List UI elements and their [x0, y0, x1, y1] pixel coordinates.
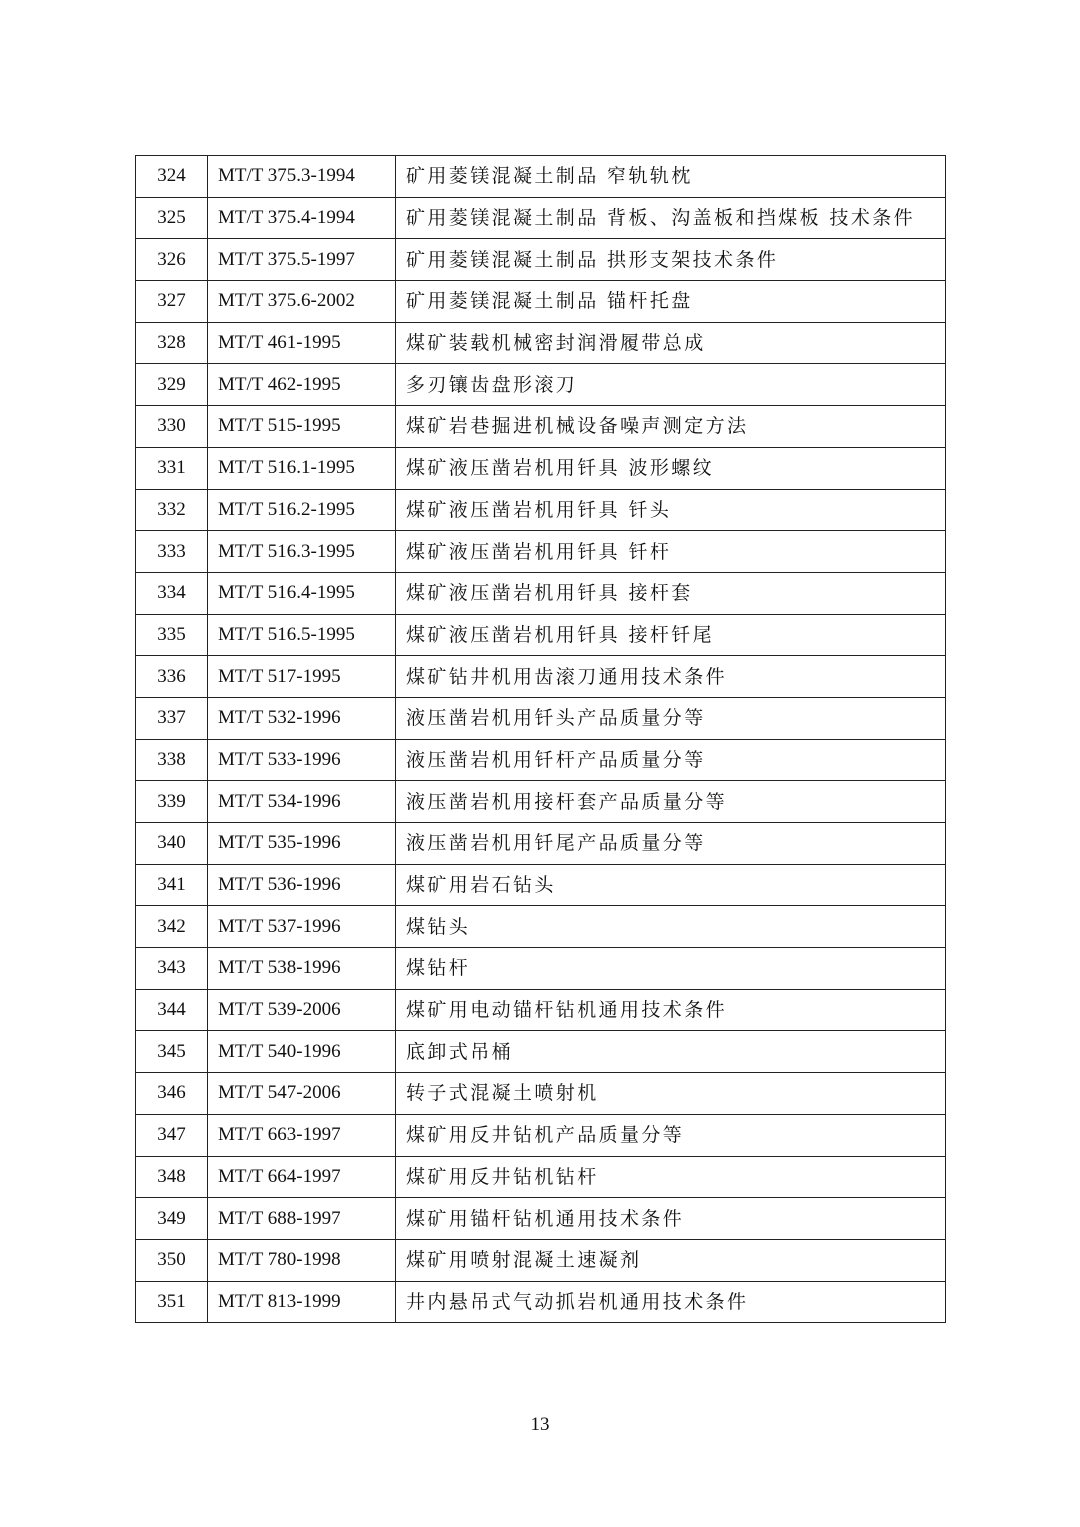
table-row — [136, 656, 946, 698]
row-number-cell: 345 — [136, 1031, 208, 1073]
row-number-cell: 347 — [136, 1114, 208, 1156]
page-number: 13 — [530, 1414, 550, 1435]
row-number-cell: 340 — [136, 823, 208, 865]
standard-name-cell: 矿用菱镁混凝土制品 拱形支架技术条件 — [396, 239, 946, 281]
standard-name-cell: 煤矿液压凿岩机用钎具 波形螺纹 — [396, 447, 946, 489]
table-row — [136, 1281, 946, 1323]
row-number-cell: 334 — [136, 572, 208, 614]
row-number-cell: 332 — [136, 489, 208, 531]
standard-code-cell: MT/T 516.2-1995 — [208, 489, 396, 531]
standard-name-cell: 液压凿岩机用接杆套产品质量分等 — [396, 781, 946, 823]
standard-code-cell: MT/T 461-1995 — [208, 322, 396, 364]
standard-code-cell: MT/T 515-1995 — [208, 406, 396, 448]
standard-code-cell: MT/T 375.3-1994 — [208, 156, 396, 198]
standards-table — [135, 155, 946, 1323]
table-row — [136, 489, 946, 531]
standard-code-cell: MT/T 536-1996 — [208, 864, 396, 906]
table-row — [136, 906, 946, 948]
table-row — [136, 864, 946, 906]
row-number-cell: 326 — [136, 239, 208, 281]
table-row — [136, 572, 946, 614]
standard-name-cell: 液压凿岩机用钎杆产品质量分等 — [396, 739, 946, 781]
table-row — [136, 1239, 946, 1281]
standard-name-cell: 煤矿液压凿岩机用钎具 接杆套 — [396, 572, 946, 614]
standard-code-cell: MT/T 539-2006 — [208, 989, 396, 1031]
standard-name-cell: 煤矿用反井钻机钻杆 — [396, 1156, 946, 1198]
standard-code-cell: MT/T 516.1-1995 — [208, 447, 396, 489]
row-number-cell: 338 — [136, 739, 208, 781]
row-number-cell: 343 — [136, 948, 208, 990]
table-row — [136, 239, 946, 281]
standard-code-cell: MT/T 375.6-2002 — [208, 281, 396, 323]
table-row — [136, 364, 946, 406]
table-row — [136, 531, 946, 573]
row-number-cell: 328 — [136, 322, 208, 364]
row-number-cell: 333 — [136, 531, 208, 573]
standard-name-cell: 底卸式吊桶 — [396, 1031, 946, 1073]
standard-code-cell: MT/T 517-1995 — [208, 656, 396, 698]
standard-name-cell: 转子式混凝土喷射机 — [396, 1073, 946, 1115]
standard-name-cell: 煤矿用锚杆钻机通用技术条件 — [396, 1198, 946, 1240]
standard-name-cell: 煤矿液压凿岩机用钎具 钎头 — [396, 489, 946, 531]
standard-name-cell: 煤矿装载机械密封润滑履带总成 — [396, 322, 946, 364]
standard-name-cell: 矿用菱镁混凝土制品 背板、沟盖板和挡煤板 技术条件 — [396, 197, 946, 239]
standard-name-cell: 液压凿岩机用钎尾产品质量分等 — [396, 823, 946, 865]
standard-name-cell: 煤钻头 — [396, 906, 946, 948]
row-number-cell: 336 — [136, 656, 208, 698]
standard-name-cell: 煤矿用岩石钻头 — [396, 864, 946, 906]
standard-name-cell: 煤矿用电动锚杆钻机通用技术条件 — [396, 989, 946, 1031]
table-row — [136, 989, 946, 1031]
table-row — [136, 1073, 946, 1115]
row-number-cell: 337 — [136, 697, 208, 739]
table-row — [136, 1156, 946, 1198]
row-number-cell: 335 — [136, 614, 208, 656]
table-row — [136, 1031, 946, 1073]
row-number-cell: 330 — [136, 406, 208, 448]
standard-name-cell: 煤矿液压凿岩机用钎具 钎杆 — [396, 531, 946, 573]
table-row — [136, 406, 946, 448]
row-number-cell: 339 — [136, 781, 208, 823]
standard-name-cell: 煤矿岩巷掘进机械设备噪声测定方法 — [396, 406, 946, 448]
table-row — [136, 1198, 946, 1240]
row-number-cell: 331 — [136, 447, 208, 489]
standard-name-cell: 矿用菱镁混凝土制品 窄轨轨枕 — [396, 156, 946, 198]
standard-code-cell: MT/T 540-1996 — [208, 1031, 396, 1073]
standard-code-cell: MT/T 516.4-1995 — [208, 572, 396, 614]
standard-code-cell: MT/T 813-1999 — [208, 1281, 396, 1323]
standard-code-cell: MT/T 462-1995 — [208, 364, 396, 406]
standard-code-cell: MT/T 532-1996 — [208, 697, 396, 739]
table-row — [136, 781, 946, 823]
row-number-cell: 350 — [136, 1239, 208, 1281]
standard-code-cell: MT/T 780-1998 — [208, 1239, 396, 1281]
table-row — [136, 281, 946, 323]
standard-code-cell: MT/T 688-1997 — [208, 1198, 396, 1240]
row-number-cell: 327 — [136, 281, 208, 323]
standard-name-cell: 煤钻杆 — [396, 948, 946, 990]
standard-name-cell: 煤矿用反井钻机产品质量分等 — [396, 1114, 946, 1156]
standard-code-cell: MT/T 538-1996 — [208, 948, 396, 990]
table-row — [136, 197, 946, 239]
row-number-cell: 346 — [136, 1073, 208, 1115]
standard-code-cell: MT/T 516.3-1995 — [208, 531, 396, 573]
standard-name-cell: 煤矿钻井机用齿滚刀通用技术条件 — [396, 656, 946, 698]
row-number-cell: 342 — [136, 906, 208, 948]
standard-name-cell: 煤矿液压凿岩机用钎具 接杆钎尾 — [396, 614, 946, 656]
standard-code-cell: MT/T 664-1997 — [208, 1156, 396, 1198]
table-row — [136, 1114, 946, 1156]
row-number-cell: 325 — [136, 197, 208, 239]
standard-name-cell: 液压凿岩机用钎头产品质量分等 — [396, 697, 946, 739]
table-row — [136, 447, 946, 489]
row-number-cell: 348 — [136, 1156, 208, 1198]
row-number-cell: 351 — [136, 1281, 208, 1323]
standard-code-cell: MT/T 516.5-1995 — [208, 614, 396, 656]
table-row — [136, 697, 946, 739]
standard-code-cell: MT/T 534-1996 — [208, 781, 396, 823]
standard-code-cell: MT/T 537-1996 — [208, 906, 396, 948]
row-number-cell: 324 — [136, 156, 208, 198]
row-number-cell: 329 — [136, 364, 208, 406]
table-row — [136, 614, 946, 656]
table-row — [136, 322, 946, 364]
row-number-cell: 349 — [136, 1198, 208, 1240]
standard-name-cell: 煤矿用喷射混凝土速凝剂 — [396, 1239, 946, 1281]
standard-code-cell: MT/T 547-2006 — [208, 1073, 396, 1115]
standard-name-cell: 井内悬吊式气动抓岩机通用技术条件 — [396, 1281, 946, 1323]
standard-name-cell: 多刃镶齿盘形滚刀 — [396, 364, 946, 406]
table-row — [136, 156, 946, 198]
standards-table-body — [136, 156, 946, 1323]
row-number-cell: 341 — [136, 864, 208, 906]
standard-code-cell: MT/T 375.5-1997 — [208, 239, 396, 281]
standard-code-cell: MT/T 375.4-1994 — [208, 197, 396, 239]
standard-code-cell: MT/T 533-1996 — [208, 739, 396, 781]
table-row — [136, 948, 946, 990]
standard-code-cell: MT/T 663-1997 — [208, 1114, 396, 1156]
table-row — [136, 739, 946, 781]
standard-name-cell: 矿用菱镁混凝土制品 锚杆托盘 — [396, 281, 946, 323]
standard-code-cell: MT/T 535-1996 — [208, 823, 396, 865]
row-number-cell: 344 — [136, 989, 208, 1031]
table-row — [136, 823, 946, 865]
